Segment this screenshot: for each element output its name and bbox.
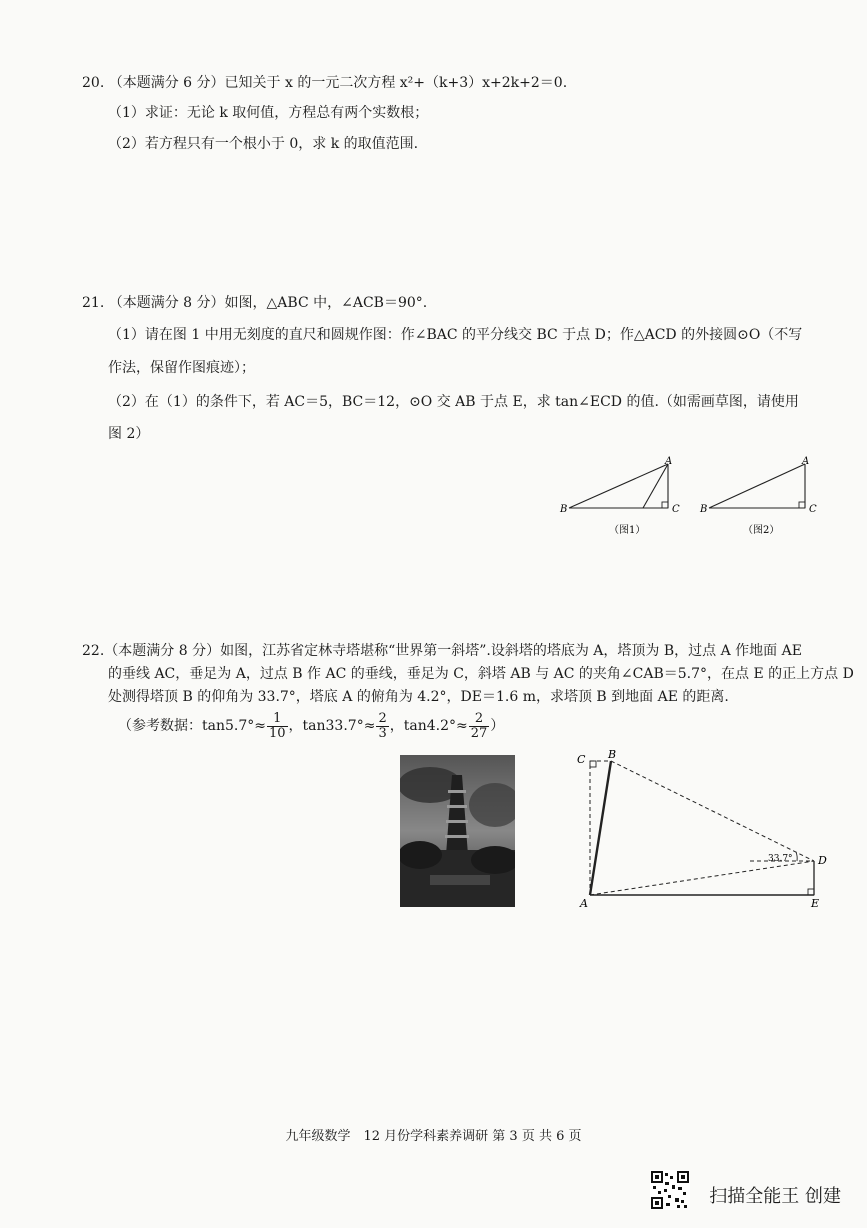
fig1-label-a: A [665,456,673,467]
fig1-label-c: C [672,504,680,515]
pagoda-photo [400,755,515,907]
q22-diagram [570,745,835,910]
fig1-caption: （图1） [609,525,646,536]
q22-line1: 22.（本题满分 8 分）如图，江苏省定林寺塔堪称“世界第一斜塔”.设斜塔的塔底为 A，塔顶为 B，过点 A 作地面 AE [82,643,802,659]
fig2-label-c: C [809,504,817,515]
scanner-watermark: 扫描全能王 创建 [709,1186,841,1207]
qr-code-icon [650,1170,690,1210]
q20-header: 20. （本题满分 6 分）已知关于 x 的一元二次方程 x²+（k+3）x+2k+2＝0. [82,75,568,91]
fig2-caption: （图2） [743,525,780,536]
q21-part2-line2: 图 2） [108,426,150,442]
q22-line3: 处测得塔顶 B 的仰角为 33.7°，塔底 A 的俯角为 4.2°，DE＝1.6 m，求塔顶 B 到地面 AE 的距离. [108,689,729,705]
q22-reference-data: （参考数据：tan5.7°≈ $\frac{1}{10}$ ，tan33.7°≈ $\frac{2}{3}$ ，tan4.2°≈ $\frac{2}{27}$ ） [118,710,505,741]
frac-ref2: $\frac{2}{3}$ [378,710,387,741]
q21-part1-line2: 作法，保留作图痕迹）； [108,360,255,376]
q21-figure1 [559,456,680,536]
q21-part2-line1: （2）在（1）的条件下，若 AC＝5，BC＝12，⊙O 交 AB 于点 E，求 tan∠ECD 的值.（如需画草图，请使用 [108,394,799,410]
fig2-label-b: B [700,504,708,515]
frac-ref1: $\frac{1}{10}$ [268,710,286,741]
q21-part1-line1: （1）请在图 1 中用无刻度的直尺和圆规作图：作∠BAC 的平分线交 BC 于点 D；作△ACD 的外接圆⊙O（不写 [108,327,803,343]
label-c: C [577,753,586,766]
q21-figures [555,455,825,545]
q21-header: 21. （本题满分 8 分）如图，△ABC 中，∠ACB＝90°. [82,295,428,311]
page-footer: 九年级数学 12 月份学科素养调研 第 3 页 共 6 页 [285,1129,582,1144]
q21-figure2 [699,456,817,536]
label-e: E [811,897,820,910]
q20-part1: （1）求证：无论 k 取何值，方程总有两个实数根； [108,105,429,121]
fig2-label-a: A [802,456,810,467]
label-b: B [608,748,617,761]
label-d: D [818,854,827,867]
frac-ref3: $\frac{2}{27}$ [470,710,488,741]
label-a: A [580,897,588,910]
q22-line2: 的垂线 AC，垂足为 A，过点 B 作 AC 的垂线，垂足为 C，斜塔 AB 与 AC 的夹角∠CAB＝5.7°，在点 E 的正上方点 D [108,666,854,682]
q20-part2: （2）若方程只有一个根小于 0，求 k 的取值范围. [108,136,419,152]
fig1-label-b: B [560,504,568,515]
angle-label: 33.7° [768,854,793,864]
